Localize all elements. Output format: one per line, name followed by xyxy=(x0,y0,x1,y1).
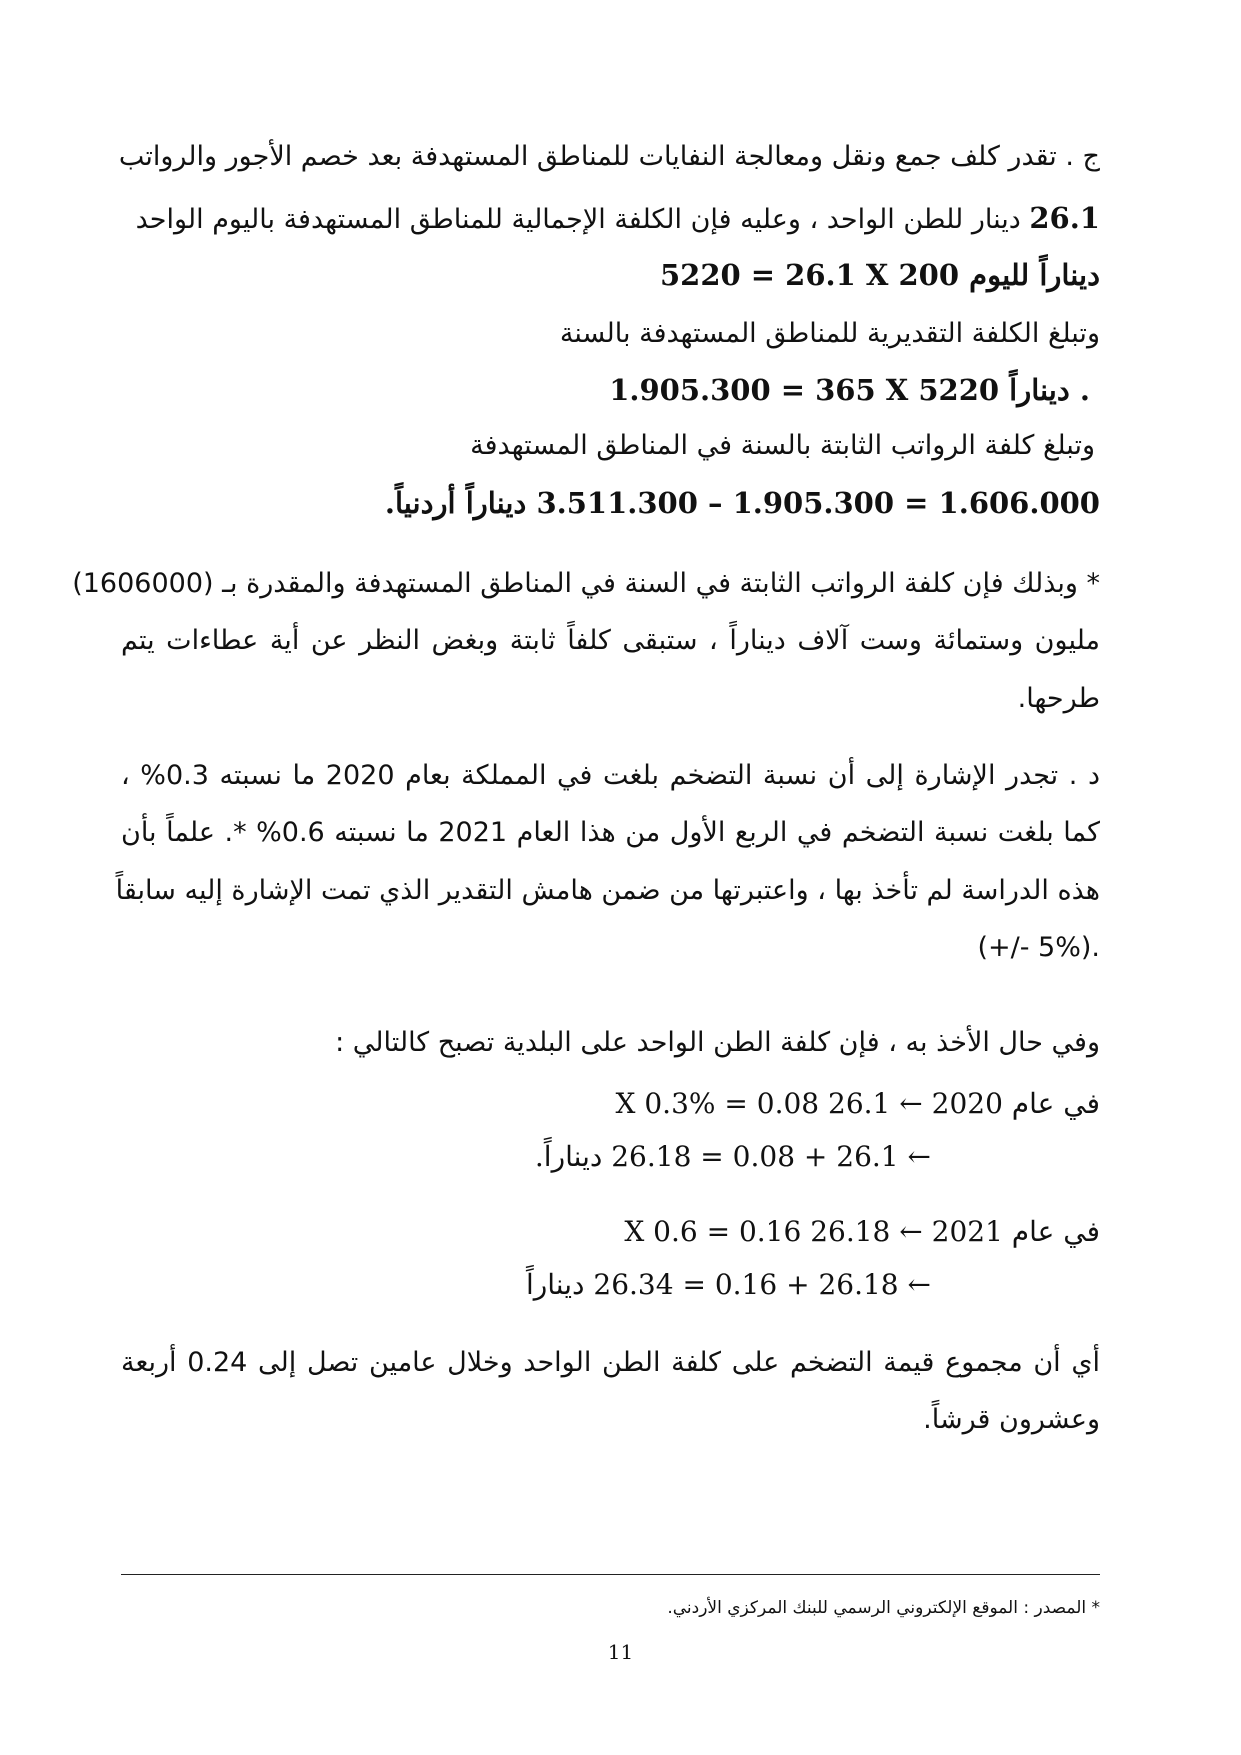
paragraph-d-line-3: هذه الدراسة لم تأخذ بها ، واعتبرتها من ضمن هامش التقدير الذي تمت الإشارة إليه سابقاً xyxy=(115,875,1100,906)
paragraph-d-line-2: كما بلغت نسبة التضخم في الربع الأول من هذا العام 2021 ما نسبته 0.6% *. علماً بأن xyxy=(121,817,1100,848)
year-2020-calc-2: ← 26.1 + 0.08 = 26.18 ديناراً. xyxy=(534,1140,931,1173)
paragraph-j-line-1: ج . تقدر كلف جمع ونقل ومعالجة النفايات للمناطق المستهدفة بعد خصم الأجور والرواتب xyxy=(118,141,1100,172)
salaries-label: وتبلغ كلفة الرواتب الثابتة بالسنة في المناطق المستهدفة xyxy=(470,430,1095,461)
inflation-intro: وفي حال الأخذ به ، فإن كلفة الطن الواحد على البلدية تصبح كالتالي : xyxy=(335,1027,1100,1058)
paragraph-d-line-4: (+/- 5%). xyxy=(977,932,1100,963)
year-2020-calc-1: في عام 2020 ← 26.1 X 0.3% = 0.08 xyxy=(615,1087,1100,1120)
paragraph-j-line-2 xyxy=(136,201,1100,235)
conclusion-line-1: أي أن مجموع قيمة التضخم على كلفة الطن الواحد وخلال عامين تصل إلى 0.24 أربعة xyxy=(121,1347,1100,1378)
note-paragraph-line-2: مليون وستمائة وست آلاف ديناراً ، ستبقى كلفاً ثابتة وبغض النظر عن أية عطاءات يتم xyxy=(121,625,1100,656)
note-paragraph-line-3: طرحها. xyxy=(1017,683,1100,714)
footnote-separator xyxy=(121,1574,1100,1575)
annual-cost-label: وتبلغ الكلفة التقديرية للمناطق المستهدفة بالسنة xyxy=(559,318,1100,349)
year-2021-calc-2: ← 26.18 + 0.16 = 26.34 ديناراً xyxy=(525,1268,931,1301)
paragraph-j-line-2-text: دينار للطن الواحد ، وعليه فإن الكلفة الإجمالية للمناطق المستهدفة باليوم الواحد xyxy=(135,204,1030,235)
note-paragraph-line-1: * وبذلك فإن كلفة الرواتب الثابتة في السنة في المناطق المستهدفة والمقدرة بـ (1606000) xyxy=(72,568,1100,599)
cost-per-ton-value: 26.1 xyxy=(1029,201,1100,235)
footnote: * المصدر : الموقع الإلكتروني الرسمي للبنك المركزي الأردني. xyxy=(667,1598,1100,1618)
page-number: 11 xyxy=(607,1640,634,1664)
equation-daily-cost: 5220 = 26.1 X 200 ديناراً لليوم xyxy=(659,258,1100,292)
equation-annual-cost: 1.905.300 = 365 X 5220 ديناراً . xyxy=(609,373,1090,407)
paragraph-d-line-1: د . تجدر الإشارة إلى أن نسبة التضخم بلغت في المملكة بعام 2020 ما نسبته 0.3% ، xyxy=(121,760,1100,791)
year-2021-calc-1: في عام 2021 ← 26.18 X 0.6 = 0.16 xyxy=(624,1215,1100,1248)
conclusion-line-2: وعشرون قرشاً. xyxy=(923,1404,1100,1435)
equation-salaries: 1.606.000 = 1.905.300 – 3.511.300 ديناراً أردنياً. xyxy=(384,486,1100,520)
